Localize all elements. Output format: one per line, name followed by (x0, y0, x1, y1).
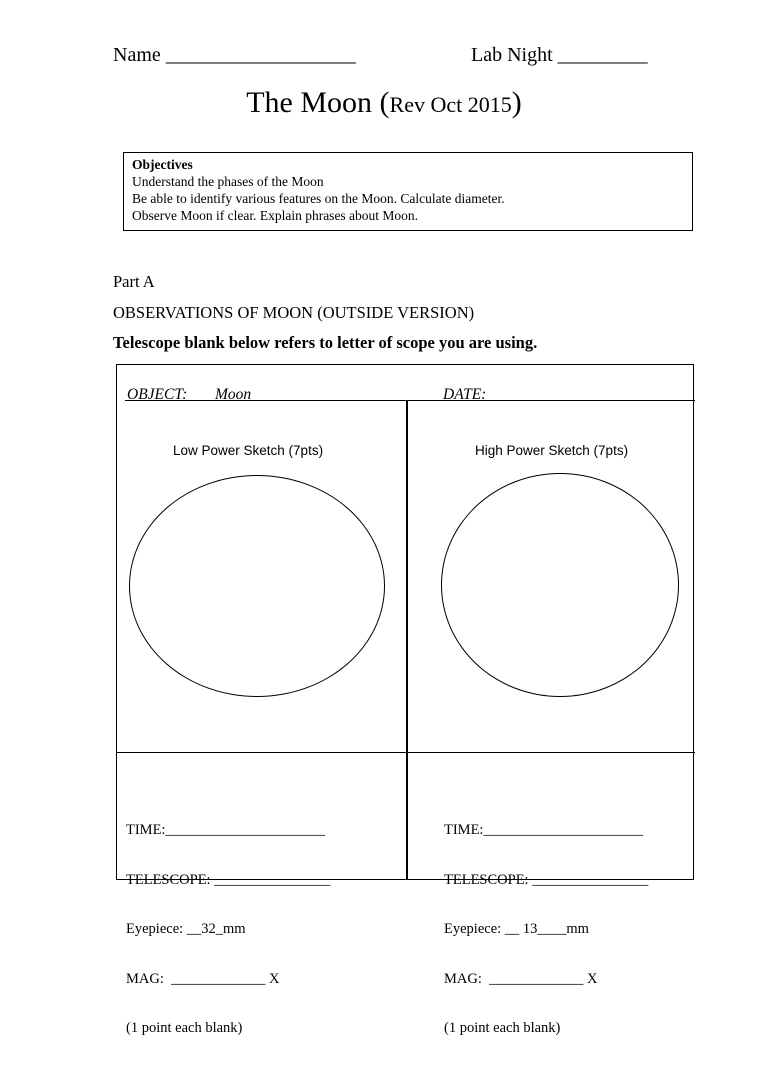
objective-item: Understand the phases of the Moon (132, 174, 324, 189)
object-value: Moon (215, 386, 252, 403)
low-power-sketch-circle[interactable] (129, 475, 385, 697)
observation-form (116, 364, 694, 1036)
points-note: (1 point each blank) (126, 1020, 243, 1036)
low-power-info (126, 789, 330, 1070)
telescope-field: TELESCOPE: ________________ (126, 871, 331, 888)
objectives-heading: Objectives (132, 157, 193, 172)
telescope-field: TELESCOPE: ________________ (444, 871, 649, 888)
section-title: OBSERVATIONS OF MOON (OUTSIDE VERSION) (113, 303, 475, 322)
mag-field: MAG: _____________ X (126, 970, 280, 987)
page-title (0, 86, 768, 120)
telescope-note: Telescope blank below refers to letter of scope you are using. (113, 333, 538, 352)
lab-night-field-line: Lab Night _________ (471, 44, 648, 66)
date-field-line: DATE: _________________ (443, 386, 622, 403)
high-power-caption: High Power Sketch (7pts) (475, 443, 629, 458)
part-a-label: Part A (113, 272, 155, 291)
info-row-divider (117, 752, 695, 753)
objectives-box (123, 152, 693, 231)
time-field: TIME:______________________ (444, 822, 643, 838)
title-revision: Rev Oct 2015 (389, 92, 512, 117)
title-main: The Moon ( (246, 86, 390, 119)
time-field: TIME:______________________ (126, 822, 325, 838)
points-note: (1 point each blank) (444, 1020, 561, 1036)
high-power-info (444, 789, 648, 1070)
mag-field: MAG: _____________ X (444, 970, 598, 987)
eyepiece-field: Eyepiece: __ 13____mm (444, 921, 589, 937)
objective-item: Be able to identify various features on the Moon. Calculate diameter. (132, 191, 505, 206)
title-close: ) (511, 86, 522, 119)
column-divider (406, 400, 408, 880)
name-field-line: Name ___________________ (113, 44, 356, 66)
high-power-sketch-circle[interactable] (441, 473, 679, 697)
object-label: OBJECT: (127, 386, 188, 403)
objective-item: Observe Moon if clear. Explain phrases about Moon. (132, 208, 419, 223)
low-power-caption: Low Power Sketch (7pts) (173, 443, 324, 458)
eyepiece-field: Eyepiece: __32_mm (126, 921, 246, 937)
